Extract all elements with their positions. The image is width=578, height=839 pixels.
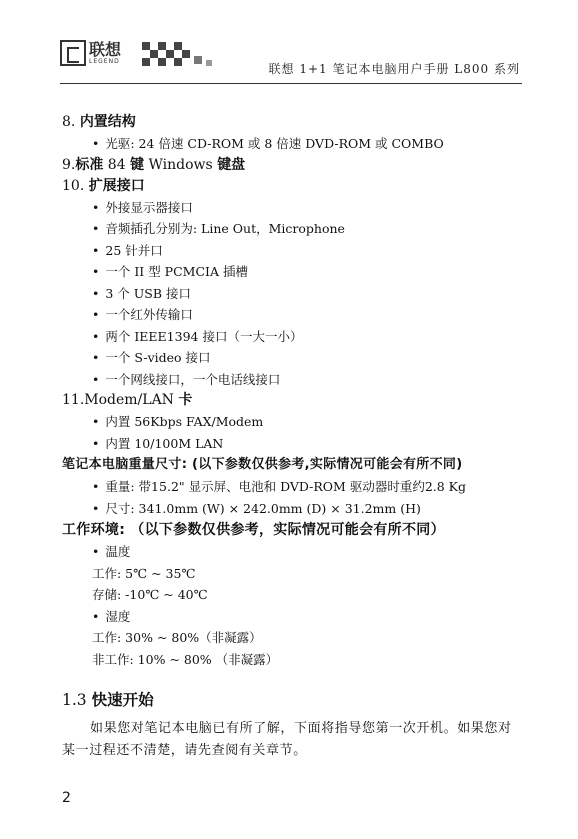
section-11-heading: 11.Modem/LAN 卡 bbox=[62, 392, 193, 408]
checker-pattern-icon bbox=[142, 42, 222, 68]
header-divider bbox=[60, 83, 522, 84]
list-item: • 一个 II 型 PCMCIA 插槽 bbox=[62, 261, 532, 283]
section-10-heading: 10. 扩展接口 bbox=[62, 177, 145, 194]
legend-logo bbox=[60, 38, 121, 68]
section-9-heading: 9.标准 84 键 Windows 键盘 bbox=[62, 156, 246, 173]
spec-line: 工作: 5℃ ~ 35℃ bbox=[92, 565, 196, 581]
list-item: • 两个 IEEE1394 接口（一大一小） bbox=[62, 326, 532, 348]
page-content bbox=[62, 112, 532, 762]
list-item: • 内置 10/100M LAN bbox=[62, 433, 532, 455]
list-item: • 湿度 bbox=[62, 606, 532, 628]
list-item: • 外接显示器接口 bbox=[62, 197, 532, 219]
list-item: • 3 个 USB 接口 bbox=[62, 283, 532, 305]
list-item: • 温度 bbox=[62, 541, 532, 563]
environment-heading: 工作环境: （以下参数仅供参考，实际情况可能会有所不同） bbox=[62, 522, 445, 538]
list-item: • 一个网线接口，一个电话线接口 bbox=[62, 369, 532, 391]
logo-cn-text: 联想 bbox=[89, 39, 122, 59]
list-item: • 尺寸: 341.0mm (W) × 242.0mm (D) × 31.2mm (H) bbox=[62, 498, 532, 520]
page-number: 2 bbox=[62, 790, 71, 806]
logo-en-text: LEGEND bbox=[89, 57, 120, 65]
manual-title: 联想 1+1 笔记本电脑用户手册 L800 系列 bbox=[268, 62, 520, 76]
list-item: • 一个红外传输口 bbox=[62, 304, 532, 326]
list-item: • 重量: 带15.2" 显示屏、电池和 DVD-ROM 驱动器时重约2.8 Kg bbox=[62, 476, 532, 498]
list-item: • 一个 S-video 接口 bbox=[62, 347, 532, 369]
list-item: • 音频插孔分别为: Line Out，Microphone bbox=[62, 218, 532, 240]
weight-heading: 笔记本电脑重量尺寸: (以下参数仅供参考,实际情况可能会有所不同) bbox=[62, 457, 463, 472]
spec-line: 非工作: 10% ~ 80% （非凝露） bbox=[92, 651, 279, 667]
quickstart-heading: 1.3 快速开始 bbox=[62, 691, 154, 709]
list-item: • 内置 56Kbps FAX/Modem bbox=[62, 411, 532, 433]
logo-mark-icon bbox=[60, 40, 86, 66]
spec-line: 存储: -10℃ ~ 40℃ bbox=[92, 587, 208, 602]
list-item: • 光驱: 24 倍速 CD-ROM 或 8 倍速 DVD-ROM 或 COMBO bbox=[62, 133, 532, 155]
section-8-heading: 8. 内置结构 bbox=[62, 114, 136, 130]
quickstart-paragraph: 如果您对笔记本电脑已有所了解，下面将指导您第一次开机。如果您对某一过程还不清楚，请先查阅有关章节。 bbox=[62, 721, 512, 758]
list-item: • 25 针并口 bbox=[62, 240, 532, 262]
spec-line: 工作: 30% ~ 80%（非凝露） bbox=[92, 630, 262, 645]
page-header bbox=[60, 38, 520, 80]
